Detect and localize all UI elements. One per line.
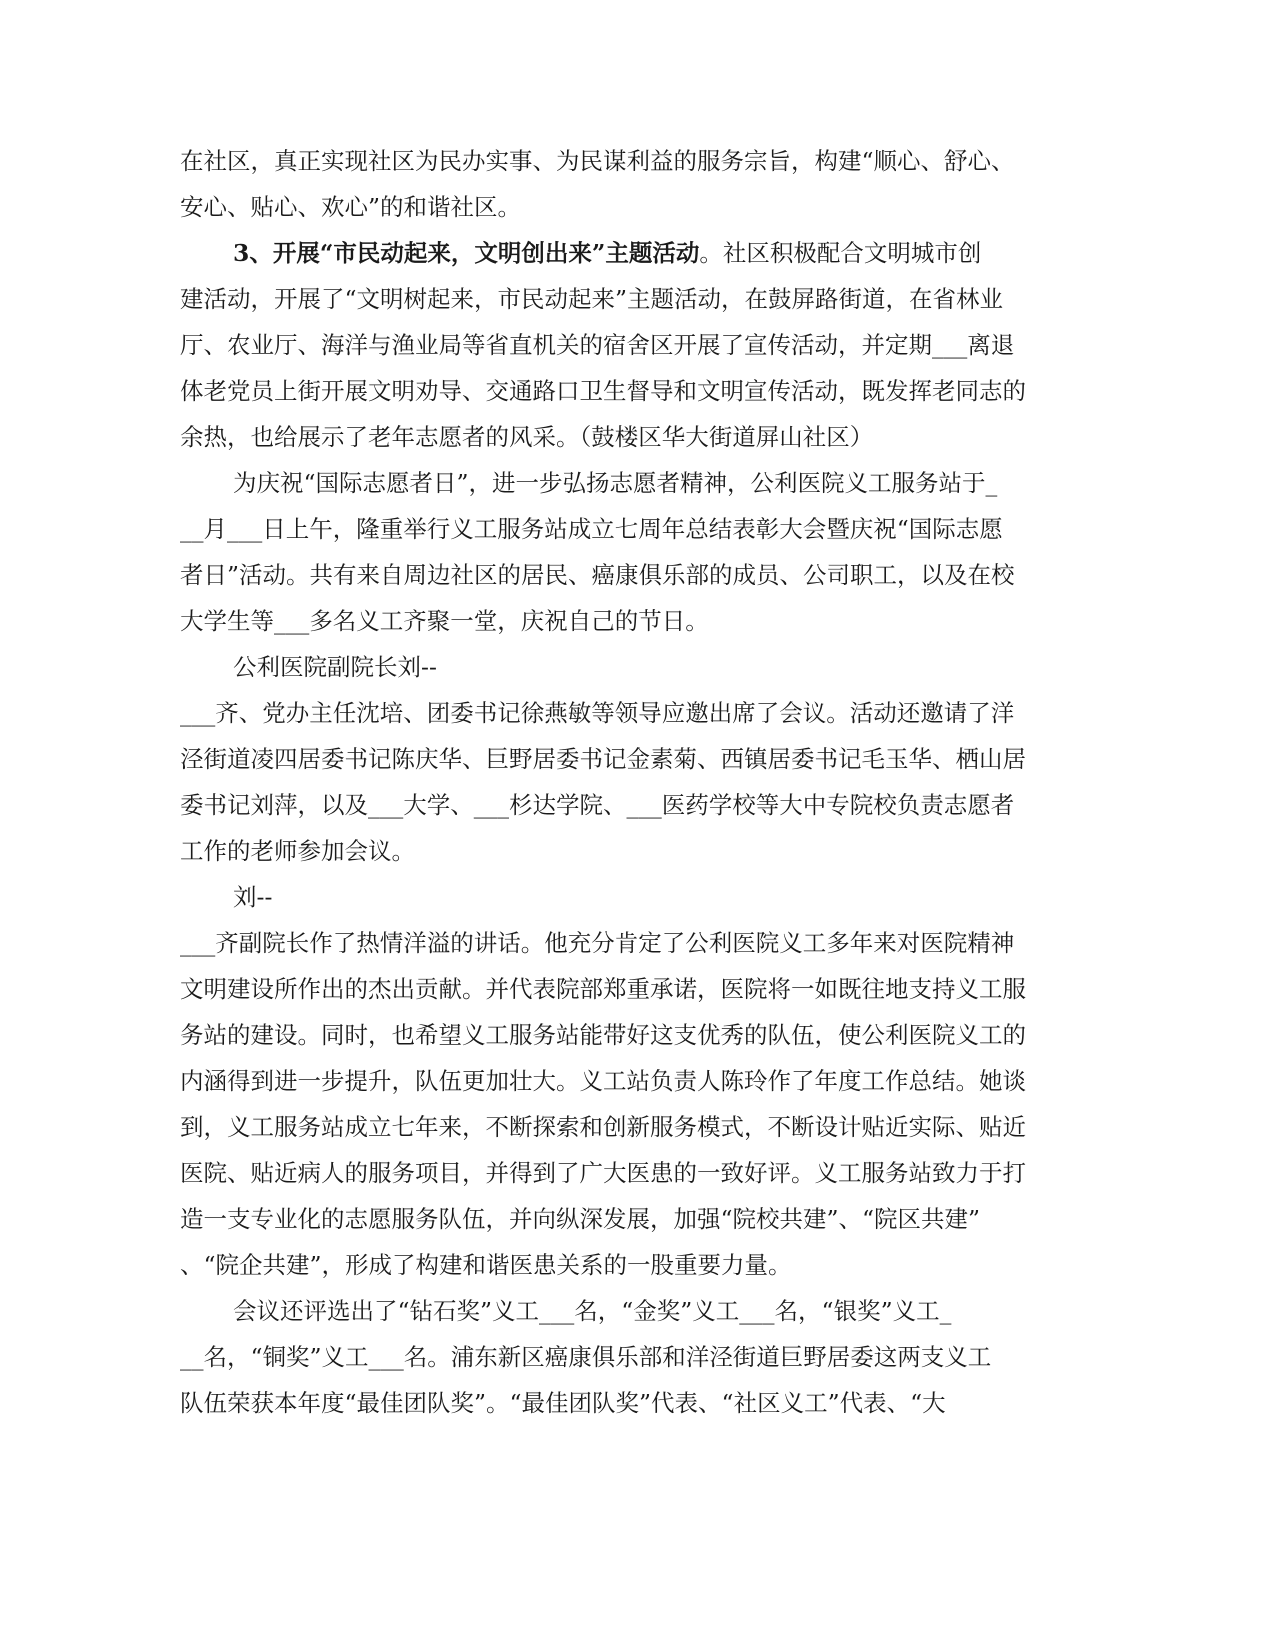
- text-line: 工作的老师参加会议。: [180, 837, 415, 865]
- text-line: 医院、贴近病人的服务项目，并得到了广大医患的一致好评。义工服务站致力于打: [180, 1159, 1026, 1187]
- text-line: __月___日上午，隆重举行义工服务站成立七周年总结表彰大会暨庆祝“国际志愿: [180, 515, 1003, 543]
- document-page: [180, 138, 1090, 1426]
- text-line: 体老党员上街开展文明劝导、交通路口卫生督导和文明宣传活动，既发挥老同志的: [180, 377, 1026, 405]
- text-line: 队伍荣获本年度“最佳团队奖”。“最佳团队奖”代表、“社区义工”代表、“大: [180, 1389, 946, 1417]
- text-line: 务站的建设。同时，也希望义工服务站能带好这支优秀的队伍，使公利医院义工的: [180, 1021, 1026, 1049]
- paragraph-start-line: 公利医院副院长刘--: [233, 653, 437, 681]
- text-line: ___齐副院长作了热情洋溢的讲话。他充分肯定了公利医院义工多年来对医院精神: [180, 929, 1015, 957]
- text-line: 内涵得到进一步提升，队伍更加壮大。义工站负责人陈玲作了年度工作总结。她谈: [180, 1067, 1026, 1095]
- paragraph-start-line: 为庆祝“国际志愿者日”，进一步弘扬志愿者精神，公利医院义工服务站于_: [233, 469, 998, 497]
- text-line: 余热，也给展示了老年志愿者的风采。（鼓楼区华大街道屏山社区）: [180, 423, 874, 451]
- text-line: 、“院企共建”，形成了构建和谐医患关系的一股重要力量。: [180, 1251, 792, 1279]
- text-line: ___齐、党办主任沈培、团委书记徐燕敏等领导应邀出席了会议。活动还邀请了洋: [180, 699, 1015, 727]
- text-line: 到，义工服务站成立七年来，不断探索和创新服务模式，不断设计贴近实际、贴近: [180, 1113, 1026, 1141]
- paragraph-start-line: 会议还评选出了“钻石奖”义工___名，“金奖”义工___名，“银奖”义工_: [233, 1297, 952, 1325]
- text-line: 者日”活动。共有来自周边社区的居民、癌康俱乐部的成员、公司职工，以及在校: [180, 561, 1015, 589]
- paragraph-start-line: 刘--: [233, 883, 273, 911]
- text-line: 大学生等___多名义工齐聚一堂，庆祝自己的节日。: [180, 607, 709, 635]
- section-heading: 3、开展“市民动起来，文明创出来”主题活动: [233, 239, 700, 267]
- text-line: __名，“铜奖”义工___名。浦东新区癌康俱乐部和洋泾街道巨野居委这两支义工: [180, 1343, 992, 1371]
- text-line: 委书记刘萍，以及___大学、___杉达学院、___医药学校等大中专院校负责志愿者: [180, 791, 1015, 819]
- text-line: 安心、贴心、欢心”的和谐社区。: [180, 193, 522, 221]
- text-span: 。社区积极配合文明城市创: [699, 239, 982, 267]
- section-heading-line: [180, 230, 1090, 276]
- text-line: 在社区，真正实现社区为民办实事、为民谋利益的服务宗旨，构建“顺心、舒心、: [180, 147, 1015, 175]
- text-line: 建活动，开展了“文明树起来，市民动起来”主题活动，在鼓屏路街道，在省林业: [180, 285, 1004, 313]
- text-line: 文明建设所作出的杰出贡献。并代表院部郑重承诺，医院将一如既往地支持义工服: [180, 975, 1026, 1003]
- text-line: 泾街道凌四居委书记陈庆华、巨野居委书记金素菊、西镇居委书记毛玉华、栖山居: [180, 745, 1026, 773]
- text-line: 造一支专业化的志愿服务队伍，并向纵深发展，加强“院校共建”、“院区共建”: [180, 1205, 981, 1233]
- text-line: 厅、农业厅、海洋与渔业局等省直机关的宿舍区开展了宣传活动，并定期___离退: [180, 331, 1015, 359]
